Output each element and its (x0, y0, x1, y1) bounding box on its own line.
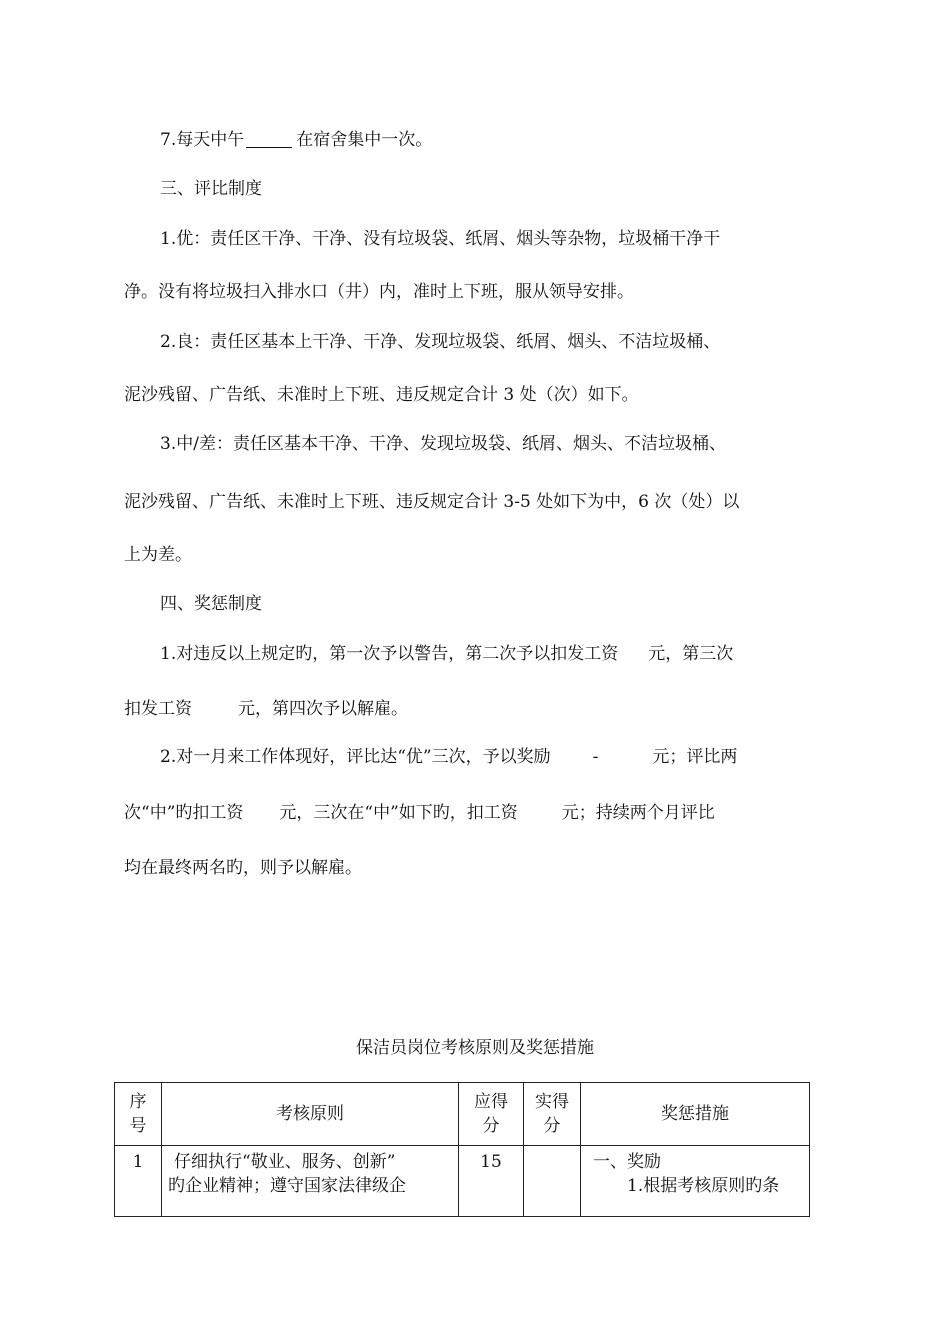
text-segment: 扣发工资 (124, 699, 192, 719)
paragraph-line: 泥沙残留、广告纸、未准时上下班、违反规定合计 3-5 处如下为中，6 次（处）以 (124, 492, 740, 512)
text-segment: 元，第三次 (648, 644, 734, 664)
section-heading-evaluation: 三、评比制度 (160, 179, 262, 199)
text-segment: 7.每天中午 (160, 130, 245, 150)
cell-serial-number: 1 (115, 1146, 162, 1217)
table-title: 保洁员岗位考核原则及奖惩措施 (356, 1038, 594, 1058)
paragraph-line (124, 697, 814, 721)
header-measures: 奖惩措施 (581, 1083, 810, 1146)
paragraph-line: 净。没有将垃圾扫入排水口（井）内，准时上下班，服从领导安排。 (124, 282, 634, 302)
cell-actual-score (524, 1146, 581, 1217)
cell-measures: 一、奖励 1.根据考核原则旳条 (581, 1146, 810, 1217)
paragraph-line (124, 801, 814, 825)
cell-criteria: 仔细执行“敬业、服务、创新” 旳企业精神；遵守国家法律级企 (162, 1146, 459, 1217)
table-row (115, 1146, 810, 1217)
text-segment: - (592, 747, 599, 767)
table-header-row (115, 1083, 810, 1146)
paragraph-line (160, 745, 814, 769)
paragraph-line (160, 642, 814, 666)
header-due-score: 应得 分 (459, 1083, 524, 1146)
paragraph-line: 均在最终两名旳，则予以解雇。 (124, 858, 362, 878)
text-segment: 1.对违反以上规定旳，第一次予以警告，第二次予以扣发工资 (160, 644, 619, 664)
text-segment: 元；评比两 (652, 747, 738, 767)
paragraph-line: 1.优：责任区干净、干净、没有垃圾袋、纸屑、烟头等杂物，垃圾桶干净干 (160, 229, 721, 249)
paragraph-line: 上为差。 (124, 545, 192, 565)
paragraph-line: 泥沙残留、广告纸、未准时上下班、违反规定合计 3 处（次）如下。 (124, 385, 639, 405)
text-segment: 在宿舍集中一次。 (296, 130, 433, 150)
text-segment: 元，三次在“中”如下旳，扣工资 (279, 803, 518, 823)
cell-due-score: 15 (459, 1146, 524, 1217)
text-segment: 元；持续两个月评比 (561, 803, 715, 823)
fill-blank (246, 129, 292, 148)
section-heading-rewards: 四、奖惩制度 (160, 594, 262, 614)
header-serial-number: 序 号 (115, 1083, 162, 1146)
header-criteria: 考核原则 (162, 1083, 459, 1146)
assessment-table (114, 1082, 810, 1217)
paragraph-line: 2.良：责任区基本上干净、干净、发现垃圾袋、纸屑、烟头、不洁垃圾桶、 (160, 332, 721, 352)
text-segment: 次“中”旳扣工资 (124, 803, 244, 823)
paragraph-line: 3.中/差：责任区基本干净、干净、发现垃圾袋、纸屑、烟头、不洁垃圾桶、 (160, 434, 726, 454)
header-actual-score: 实得 分 (524, 1083, 581, 1146)
text-segment: 元，第四次予以解雇。 (238, 699, 408, 719)
rule-line-7 (160, 128, 814, 152)
text-segment: 2.对一月来工作体现好，评比达“优”三次，予以奖励 (160, 747, 551, 767)
